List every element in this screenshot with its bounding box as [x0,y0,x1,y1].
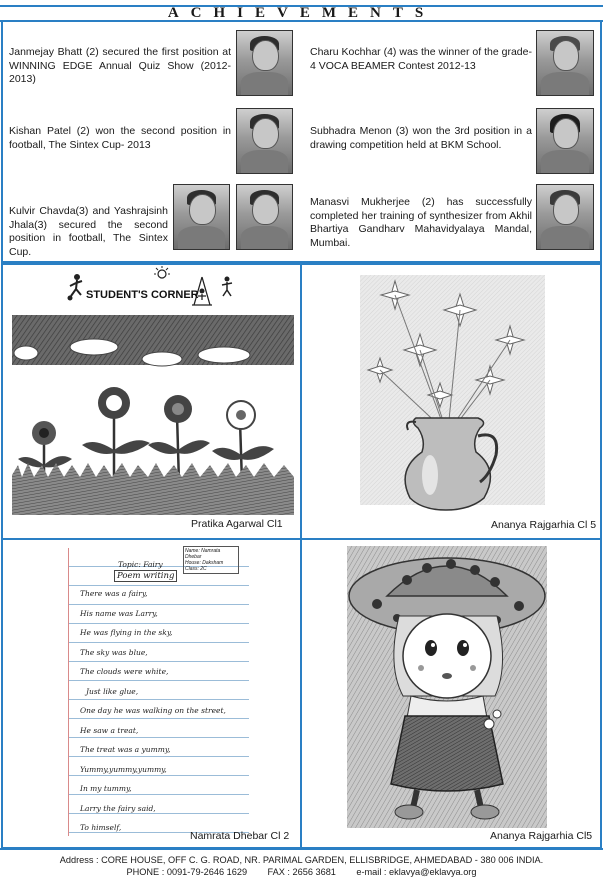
footer-address: Address : CORE HOUSE, OFF C. G. ROAD, NR. PARIMAL GARDEN, ELLISBRIDGE, AHMEDABAD - 380 006 INDIA. [59,855,544,865]
poem-line: The treat was a yummy, [80,745,171,754]
poem-line: The clouds were white, [80,667,169,676]
student-photo [236,30,293,96]
student-photo [173,184,230,250]
achievement-text: Kulvir Chavda(3) and Yashrajsinh Jhala(3) secured the second position in football, The Sintex Cup. [9,205,168,258]
poem-note-line: House: Daksham [185,560,224,566]
banner-label: STUDENT'S CORNER [86,289,199,301]
poem-line: Just like glue, [86,686,139,696]
student-photo [236,108,293,174]
student-photo [536,30,594,96]
poem-line: The sky was blue, [80,647,148,657]
poem-line: Yummy,yummy,yummy, [80,764,167,774]
students-corner-banner [62,265,242,311]
page-title: ACHIEVEMENTS [167,5,436,21]
footer [0,848,603,882]
poem-line: In my tummy, [80,784,132,793]
achievement-text: Manasvi Mukherjee (2) has successfully completed her training of synthesizer from Akhil Bhartiya Gandharv Mahavidyalaya Mandal, Mumbai. [310,196,532,249]
achievement-text: Subhadra Menon (3) won the 3rd position in a drawing competition held at BKM School. [310,125,532,151]
poem-note-line: Dhebar [185,554,202,560]
landscape-drawing [12,315,294,515]
student-photo [536,184,594,250]
poem-line: There was a fairy, [80,589,148,598]
vase-drawing [350,270,550,520]
student-photo [236,184,293,250]
poem-note [183,546,239,574]
achievement-text: Kishan Patel (2) won the second position in football, The Sintex Cup- 2013 [9,125,231,151]
footer-contact: PHONE : 0091-79-2646 1629 FAX : 2656 3681 e-mail : eklavya@eklavya.org [126,867,477,877]
achievement-text: Charu Kochhar (4) was the winner of the grade-4 VOCA BEAMER Contest 2012-13 [310,46,532,72]
artwork-caption: Pratika Agarwal Cl1 [191,518,283,530]
poem-line: He saw a treat, [80,725,139,735]
artwork-caption: Ananya Rajgarhia Cl 5 [491,519,597,531]
artwork-caption: Namrata Dhebar Cl 2 [190,830,290,842]
poem-heading: Poem writing [114,570,177,582]
poem-body [80,584,250,838]
poem-line: His name was Larry, [80,608,158,618]
poem-note-line: Name: Namrata [185,548,221,554]
girl-drawing [347,546,547,828]
poem-note-line: Class: 2C [185,566,207,572]
poem-line: One day he was walking on the street, [80,706,226,715]
student-photo [536,108,594,174]
poem-topic: Topic: Fairy [118,560,163,569]
achievement-text: Janmejay Bhatt (2) secured the first position at WINNING EDGE Annual Quiz Show (2012-2013) [9,46,231,85]
poem-line: To himself, [80,823,122,832]
artwork-caption: Ananya Rajgarhia Cl5 [490,830,593,842]
poem-line: He was flying in the sky, [80,628,173,637]
poem-line: Larry the fairy said, [80,803,156,813]
